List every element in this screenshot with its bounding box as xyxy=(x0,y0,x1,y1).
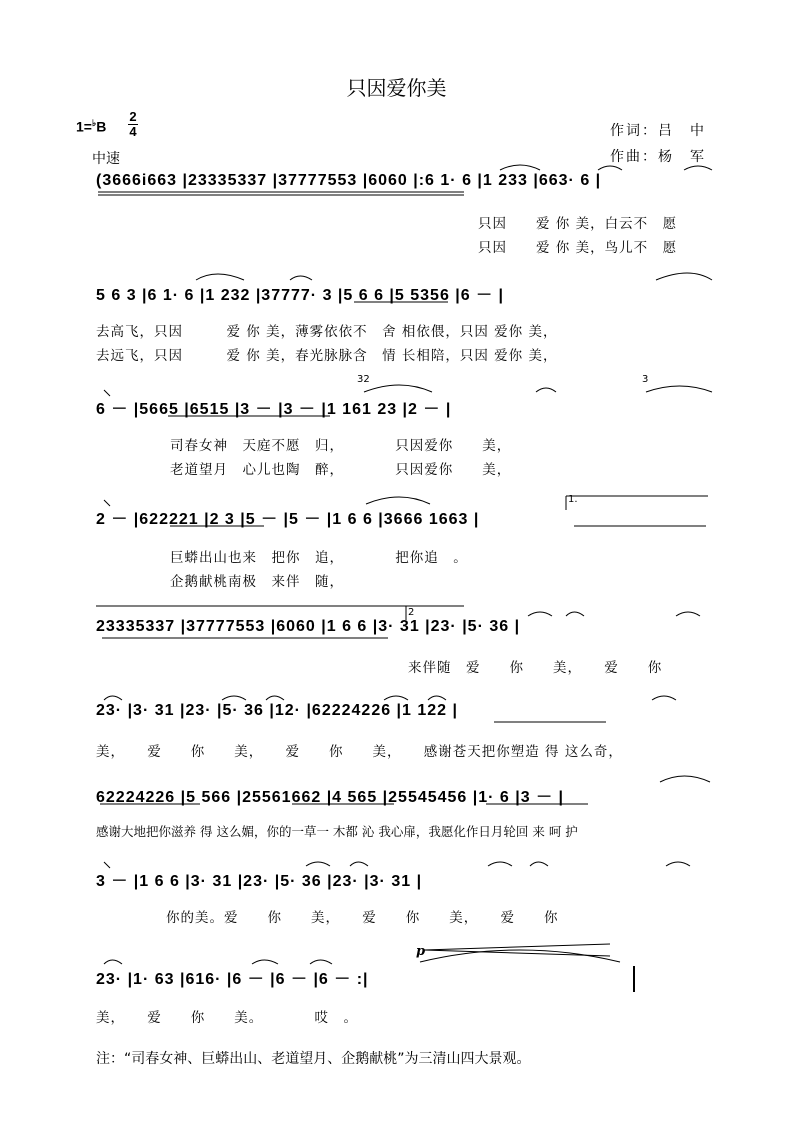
slur-4a xyxy=(366,497,430,504)
lyric-line-3-verse-2: 老道望月 心儿也陶 醉， 只因爱你 美， xyxy=(170,462,512,478)
composer-credit: 作曲：杨 军 xyxy=(610,149,706,165)
lyric-line-5: 来伴随 爱 你 美， 爱 你 xyxy=(408,660,663,676)
slur-8d xyxy=(530,862,548,866)
staff-line-4: 2 － |622221 |2 3 |5 － |5 － |1 6 6 |3666 1663 | xyxy=(96,511,480,528)
slur-7a xyxy=(660,776,710,782)
time-bottom: 4 xyxy=(129,124,137,139)
lyric-line-8: 你的美。爱 你 美， 爱 你 美， 爱 你 xyxy=(166,910,559,926)
slur-6f xyxy=(652,696,676,700)
tuplet-marking-32: 32 xyxy=(357,374,370,385)
slur-1a xyxy=(500,165,540,170)
staff-line-9: 23· |1· 63 |616· |6 － |6 － |6 － :| xyxy=(96,971,369,988)
slur-8a xyxy=(306,862,330,866)
slur-6c xyxy=(266,696,284,700)
crescendo-line-a xyxy=(424,944,610,950)
staff-line-1: (3666i663 |23335337 |37777553 |6060 |:6 1· 6 |1 233 |663· 6 | xyxy=(96,172,602,189)
slur-2a xyxy=(196,274,244,280)
slur-9b xyxy=(252,960,278,964)
slur-6d xyxy=(384,696,408,700)
tempo-marking: 中速 xyxy=(92,151,120,167)
slur-2b xyxy=(290,276,312,280)
slur-6e xyxy=(428,696,446,700)
time-top: 2 xyxy=(129,109,137,124)
slur-6a xyxy=(104,696,122,700)
key-note: B xyxy=(96,118,107,135)
slur-9c xyxy=(310,960,332,964)
tuplet-marking-3: 3 xyxy=(642,374,649,385)
slur-8b xyxy=(350,862,368,866)
key-label: 1= xyxy=(76,118,92,135)
slur-9d xyxy=(420,950,620,962)
volta-second-ending: 2 xyxy=(408,607,415,618)
slur-8c xyxy=(488,862,512,866)
flat-sign: ♭ xyxy=(91,118,97,128)
slur-3b xyxy=(536,388,556,392)
lyric-line-9: 美， 爱 你 美。 哎 。 xyxy=(96,1010,358,1026)
staff-line-8: 3 － |1 6 6 |3· 31 |23· |5· 36 |23· |3· 31 | xyxy=(96,873,423,890)
lyric-line-2-verse-2: 去远飞，只因 爱 你 美，春光脉脉含 情 长相陪，只因 爱你 美， xyxy=(96,348,558,364)
lyric-line-6: 美， 爱 你 美， 爱 你 美， 感谢苍天把你塑造 得 这么奇， xyxy=(96,744,623,760)
lyric-line-1-verse-2: 只因 爱 你 美，鸟儿不 愿 xyxy=(478,240,678,256)
slur-6b xyxy=(222,696,246,700)
staff-line-2: 5 6 3 |6 1· 6 |1 232 |37777· 3 |5 6 6 |5 5356 |6 － | xyxy=(96,287,505,304)
staff-line-5: 23335337 |37777553 |6060 |1 6 6 |3· 31 |23· |5· 36 | xyxy=(96,618,521,635)
tie-mark-3 xyxy=(104,390,110,396)
staff-line-7: 62224226 |5 566 |25561662 |4 565 |25545456 |1· 6 |3 － | xyxy=(96,789,565,806)
slur-3a xyxy=(364,385,432,392)
slur-8e xyxy=(666,862,690,866)
footnote: 注：“司春女神、巨蟒出山、老道望月、企鹅献桃”为三清山四大景观。 xyxy=(96,1051,531,1067)
lyric-line-4-verse-1: 巨蟒出山也来 把你 追， 把你追 。 xyxy=(170,550,468,566)
dynamic-piano: p xyxy=(416,944,426,959)
slur-9a xyxy=(104,960,122,964)
lyricist-credit: 作词：吕 中 xyxy=(610,123,706,139)
slur-5b xyxy=(566,612,584,616)
volta-first-ending: 1. xyxy=(568,494,578,505)
lyric-line-3-verse-1: 司春女神 天庭不愿 归， 只因爱你 美， xyxy=(170,438,512,454)
lyric-line-7: 感谢大地把你滋养 得 这么媚，你的一草一 木都 沁 我心扉，我愿化作日月轮回 来 呵 护 xyxy=(96,824,578,839)
slur-5c xyxy=(676,612,700,616)
page-title: 只因爱你美 xyxy=(346,76,447,100)
slur-2c xyxy=(656,273,712,280)
lyric-line-4-verse-2: 企鹅献桃南极 来伴 随， xyxy=(170,574,344,590)
staff-line-6: 23· |3· 31 |23· |5· 36 |12· |62224226 |1 122 | xyxy=(96,702,458,719)
lyric-line-2-verse-1: 去高飞，只因 爱 你 美，薄雾依依不 舍 相依偎，只因 爱你 美， xyxy=(96,324,558,340)
slur-1b xyxy=(598,166,622,170)
tie-mark-4 xyxy=(104,500,110,506)
tie-mark-8 xyxy=(104,862,110,868)
slur-1c xyxy=(684,166,712,170)
slur-5a xyxy=(528,612,552,616)
staff-line-3: 6 － |5665 |6515 |3 － |3 － |1 161 23 |2 － | xyxy=(96,401,452,418)
slur-3c xyxy=(646,386,712,392)
lyric-line-1-verse-1: 只因 爱 你 美，白云不 愿 xyxy=(478,216,678,232)
